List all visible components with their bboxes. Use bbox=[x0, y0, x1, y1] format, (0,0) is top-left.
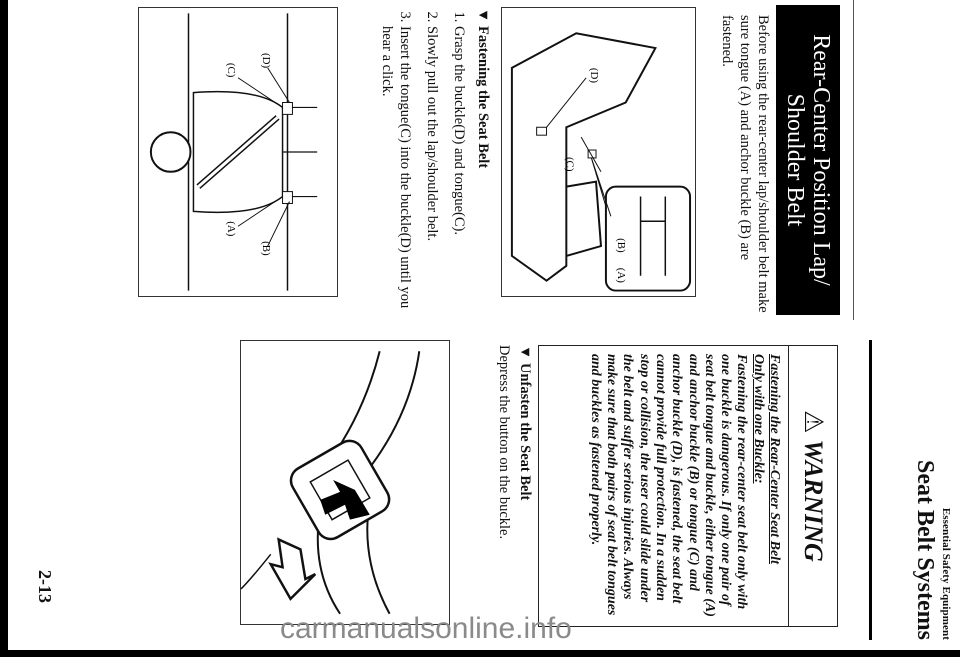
section-title-line1: Rear-Center Position Lap/ bbox=[808, 34, 834, 286]
triangle-bullet-icon: ▼ bbox=[517, 345, 533, 360]
seated-passenger-icon bbox=[139, 8, 337, 296]
step-item: 3. Insert the tongue(C) into the buckle(D) until you hear a click. bbox=[378, 26, 414, 313]
svg-text:(A): (A) bbox=[614, 267, 627, 283]
section-title-bar bbox=[776, 5, 840, 315]
fastening-heading-text: Fastening the Seat Belt bbox=[475, 25, 491, 169]
buckle-release-icon bbox=[241, 341, 449, 624]
warning-box bbox=[538, 345, 838, 627]
section-label: Essential Safety Equipment bbox=[940, 507, 952, 640]
svg-text:(C): (C) bbox=[225, 62, 238, 78]
step-item: 2. Slowly pull out the lap/shoulder belt. bbox=[423, 26, 441, 313]
page-header bbox=[911, 400, 952, 640]
scan-edge-bar bbox=[0, 650, 960, 657]
seated-passenger-diagram bbox=[138, 7, 338, 297]
intro-paragraph: Before using the rear-center lap/shoulder belt make sure tongue (A) and anchor buckle (B) are fastened. bbox=[719, 15, 771, 313]
unfasten-heading bbox=[516, 345, 534, 635]
warning-title: WARNING bbox=[799, 439, 828, 562]
step-item: 1. Grasp the buckle(D) and tongue(C). bbox=[450, 26, 468, 313]
unfasten-section bbox=[495, 345, 534, 635]
fastening-steps bbox=[378, 8, 468, 313]
unfasten-text: Depress the button on the buckle. bbox=[496, 345, 512, 540]
warning-body bbox=[580, 346, 788, 626]
warning-triangle-icon: ⚠ bbox=[799, 410, 828, 434]
svg-text:(D): (D) bbox=[588, 67, 601, 83]
warning-subtitle: Only with one Buckle: bbox=[750, 354, 766, 484]
watermark: carmanualsonline.info bbox=[280, 612, 572, 645]
warning-text: Fastening the rear-center seat belt only with one buckle is dangerous. If only one pair of seat belt tongue and buckle, either tongue (A) and anchor buckle (B) or tongue (C) and anchor buckle (D), is fastened, the seat belt cannot provide full protection. In a sudden stop or collision, the user could slide under the belt and suffer serious injuries. Always make sure that both pairs of seat belt tongues and buckles as fastened properly. bbox=[587, 354, 750, 617]
rear-seat-icon bbox=[502, 8, 695, 296]
buckle-release-diagram bbox=[240, 340, 450, 625]
svg-text:(B): (B) bbox=[259, 241, 272, 256]
section-title-line2: Shoulder Belt bbox=[782, 93, 808, 227]
column-rule bbox=[853, 0, 854, 320]
chapter-title: Seat Belt Systems bbox=[912, 460, 938, 640]
scan-edge-bar bbox=[0, 0, 8, 657]
triangle-bullet-icon: ▼ bbox=[475, 8, 491, 23]
header-rule bbox=[869, 340, 872, 640]
unfasten-heading-text: Unfasten the Seat Belt bbox=[517, 362, 533, 501]
svg-text:(B): (B) bbox=[614, 238, 627, 253]
page-number: 2-13 bbox=[35, 570, 55, 603]
svg-text:(D): (D) bbox=[259, 52, 272, 69]
fastening-heading bbox=[474, 8, 492, 313]
svg-text:(C): (C) bbox=[563, 156, 576, 172]
svg-text:(A): (A) bbox=[225, 221, 238, 237]
rear-seat-belt-diagram bbox=[501, 7, 696, 297]
warning-subtitle: Fastening the Rear-Center Seat Belt bbox=[767, 354, 782, 565]
warning-header bbox=[788, 346, 837, 626]
fastening-section bbox=[369, 8, 492, 313]
